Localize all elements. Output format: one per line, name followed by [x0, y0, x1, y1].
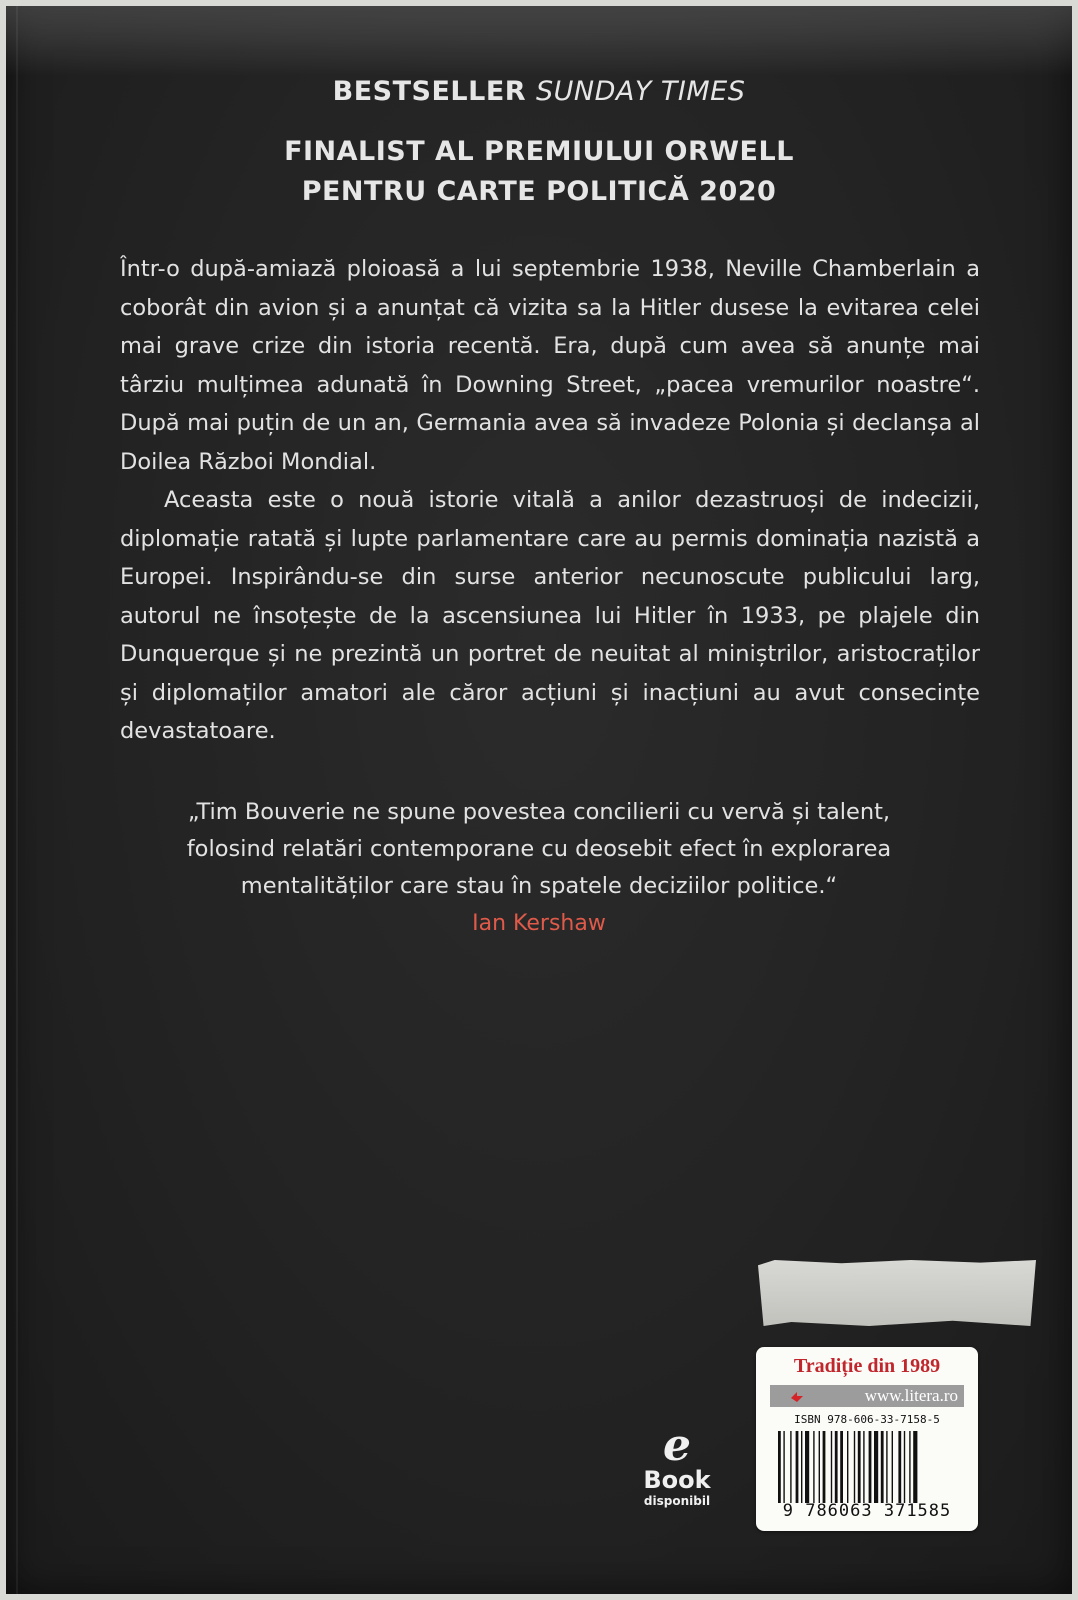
- publisher-website-text: www.litera.ro: [864, 1386, 958, 1405]
- award-heading: [6, 132, 1072, 212]
- barcode-bar: [892, 1431, 893, 1503]
- ebook-available-logo: [632, 1420, 722, 1510]
- barcode-bar: [790, 1431, 791, 1503]
- barcode-bar: [863, 1431, 864, 1503]
- barcode-bar: [874, 1431, 878, 1503]
- barcode-image: [778, 1431, 962, 1503]
- book-blurb: [120, 250, 980, 751]
- quote-line-3: mentalităților care stau în spatele deciziilor politice.“: [240, 873, 838, 899]
- quote-author: Ian Kershaw: [472, 911, 606, 936]
- award-line-1: FINALIST AL PREMIULUI ORWELL: [284, 136, 794, 167]
- barcode-number: 9 786063 371585: [782, 1501, 952, 1521]
- barcode-bar: [831, 1431, 832, 1503]
- barcode-bar: [909, 1431, 910, 1503]
- spine-crease: [16, 6, 18, 1594]
- barcode-bar: [783, 1431, 784, 1503]
- ebook-e-icon: e: [663, 1420, 691, 1471]
- barcode-bar: [847, 1431, 848, 1503]
- quote-line-2: folosind relatări contemporane cu deosebit efect în explorarea: [186, 836, 892, 862]
- isbn-text: ISBN 978-606-33-7158-5: [794, 1413, 940, 1426]
- ebook-word: Book: [643, 1466, 711, 1494]
- barcode-bar: [904, 1431, 905, 1503]
- bestseller-source: SUNDAY TIMES: [535, 76, 746, 107]
- barcode-bar: [796, 1431, 799, 1503]
- barcode-bar: [801, 1431, 802, 1503]
- quote-line-1: „Tim Bouverie ne spune povestea concilierii cu vervă și talent,: [187, 799, 891, 825]
- barcode-bar: [823, 1431, 826, 1503]
- barcode-bar: [805, 1431, 809, 1503]
- barcode-bar: [881, 1431, 884, 1503]
- barcode-bar: [840, 1431, 843, 1503]
- barcode-bar: [886, 1431, 887, 1503]
- torn-sticker-residue: [758, 1260, 1036, 1326]
- barcode-bar: [819, 1431, 820, 1503]
- ebook-status: disponibil: [643, 1494, 711, 1508]
- publisher-barcode-label: [756, 1347, 978, 1531]
- barcode-bar: [813, 1431, 814, 1503]
- blurb-paragraph-2: Aceasta este o nouă istorie vitală a anilor dezastruoși de indecizii, diplomație ratată și lupte parlamentare care au permis dominația nazistă a Europei. Inspirându-se din surse anterior necunoscute publicului larg, autorul ne însoțește de la ascensiunea lui Hitler în 1933, pe plajele din Dunquerque și ne prezintă un portret de neuitat al miniștrilor, aristocraților și diplomaților amatori ale căror acțiuni și inacțiuni au avut consecințe devastatoare.: [120, 487, 980, 744]
- publisher-tagline: Tradiție din 1989: [793, 1355, 941, 1377]
- barcode-bar: [898, 1431, 901, 1503]
- barcode-bar: [913, 1431, 917, 1503]
- barcode-bar: [869, 1431, 872, 1503]
- bestseller-heading: [6, 76, 1072, 107]
- barcode-bar: [778, 1431, 781, 1503]
- publisher-website: [770, 1385, 964, 1407]
- barcode-bar: [854, 1431, 855, 1503]
- litera-logo-icon: [790, 1389, 804, 1403]
- award-line-2: PENTRU CARTE POLITICĂ 2020: [301, 176, 777, 207]
- review-quote: [86, 794, 992, 942]
- book-back-cover: [6, 6, 1072, 1594]
- barcode-bar: [835, 1431, 838, 1503]
- barcode-bar: [858, 1431, 861, 1503]
- bestseller-prefix: BESTSELLER: [332, 76, 536, 107]
- plastic-wrap-sheen: [6, 6, 1072, 76]
- blurb-paragraph-1: Într-o după-amiază ploioasă a lui septembrie 1938, Neville Chamberlain a coborât din avion și a anunțat că vizita sa la Hitler dusese la evitarea celei mai grave crize din istoria recentă. Era, după cum avea să anunțe mai târziu mulțimea adunată în Downing Street, „pacea vremurilor noastre“. După mai puțin de un an, Germania avea să invadeze Polonia și declanșa al Doilea Război Mondial.: [120, 256, 980, 475]
